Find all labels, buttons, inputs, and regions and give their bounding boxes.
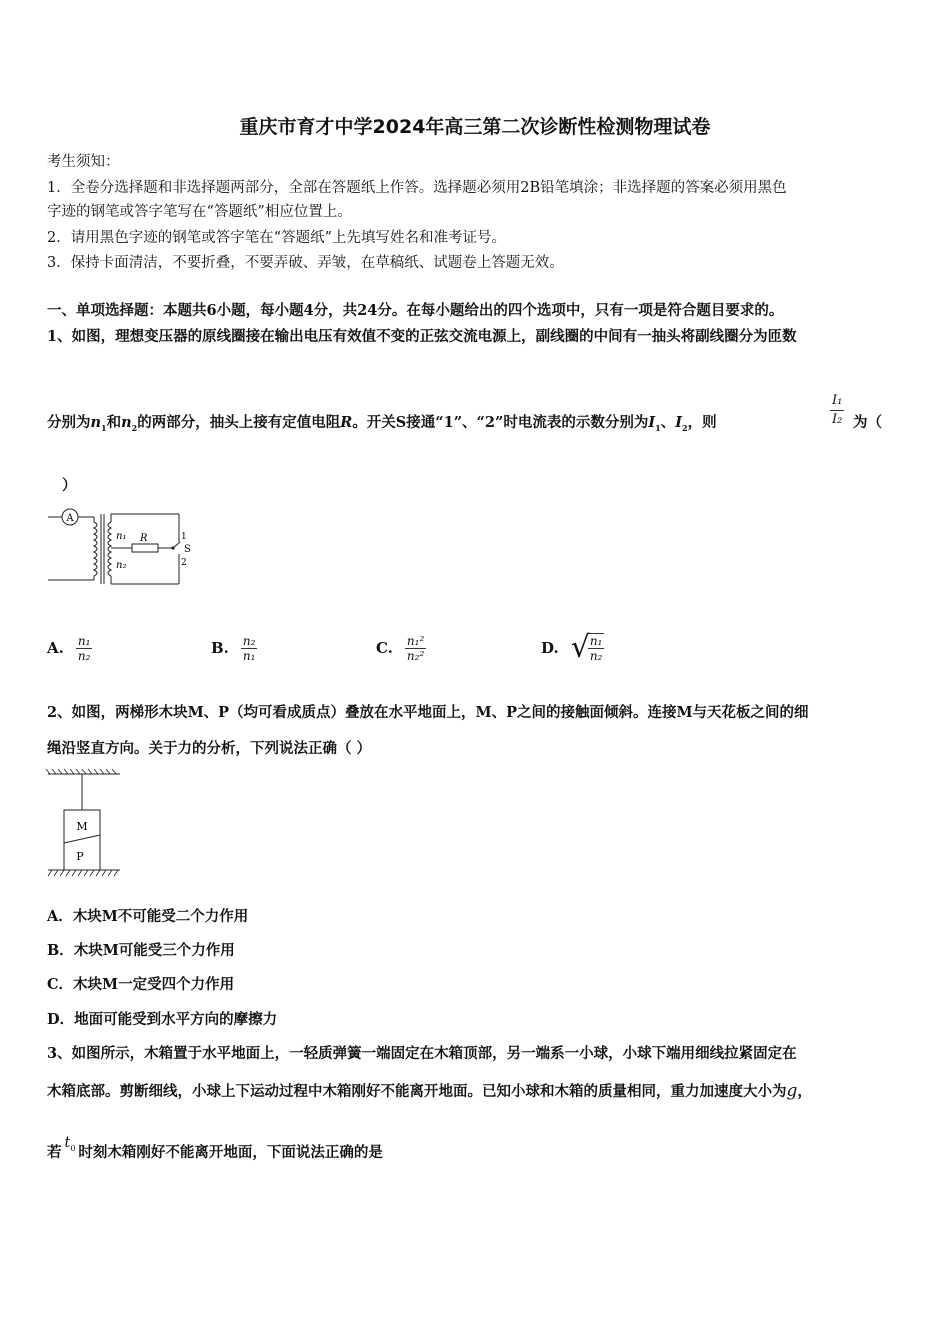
q1-stem-line1: 1、如图，理想变压器的原线圈接在输出电压有效值不变的正弦交流电源上，副线圈的中间有一抽头将副线圈分为匝数 (47, 328, 797, 345)
q1-text-c: 。开关S接通“1”、“2”时电流表的示数分别为 (352, 414, 649, 431)
q1-option-c-label: C. (376, 639, 393, 657)
q1-I1: I (648, 414, 656, 431)
q3-line3a: 若 (47, 1144, 62, 1161)
block-P-label: P (76, 850, 84, 863)
q3-stem-line3 (47, 1135, 383, 1169)
notice-item-2: 2．请用黑色字迹的钢笔或答字笔在“答题纸”上先填写姓名和准考证号。 (47, 230, 507, 246)
fig-pos1-label: 1 (181, 532, 187, 542)
q1-I1-sub: 1 (655, 422, 661, 433)
q2-blocks-figure (44, 768, 124, 880)
section-heading: 一、单项选择题：本题共6小题，每小题4分，共24分。在每小题给出的四个选项中，只有一项是符合题目要求的。 (47, 302, 784, 319)
fig-S-label: S (184, 544, 191, 555)
q1-ratio-num: I₁ (830, 392, 844, 411)
primary-coil-icon (94, 522, 97, 576)
q1-I2-sub: 2 (682, 422, 688, 433)
q2-option-b[interactable]: B．木块M可能受三个力作用 (47, 942, 235, 959)
fig-R-label: R (140, 533, 148, 544)
q1-option-c[interactable] (376, 623, 426, 673)
q1-option-d-den: n₂ (589, 649, 603, 663)
q1-n1-sub: 1 (101, 422, 107, 433)
q1-option-b-label: B. (211, 639, 229, 657)
q1-option-d-frac (588, 633, 605, 663)
q3-t0: t (64, 1135, 71, 1151)
q1-option-c-frac (405, 634, 426, 663)
q1-and: 和 (106, 414, 122, 431)
q1-n2-sub: 2 (131, 422, 138, 433)
notice-item-1-cont: 字迹的钢笔或答字笔写在“答题纸”相应位置上。 (47, 204, 352, 220)
secondary-coil-icon (108, 522, 111, 576)
q2-stem-line2: 绳沿竖直方向。关于力的分析，下列说法正确（ ） (47, 740, 372, 757)
sqrt-icon: √ (570, 630, 590, 665)
q1-text-b: 的两部分，抽头上接有定值电阻 (137, 414, 341, 431)
q2-stem-line1: 2、如图，两梯形木块M、P（均可看成质点）叠放在水平地面上，M、P之间的接触面倾斜。连接M与天花板之间的细 (47, 704, 809, 721)
q1-option-b[interactable] (211, 623, 257, 673)
q1-text-d: ，则 (687, 414, 717, 431)
fig-n1-label: n₁ (116, 531, 127, 542)
q3-line2-text: 木箱底部。剪断细线，小球上下运动过程中木箱刚好不能离开地面。已知小球和木箱的质量相同，重力加速度大小为 (47, 1083, 787, 1100)
q1-option-b-den: n₁ (242, 648, 256, 663)
q1-option-d-label: D. (541, 639, 559, 657)
q3-t0-sub: 0 (70, 1143, 76, 1153)
q3-stem-line1: 3、如图所示，木箱置于水平地面上，一轻质弹簧一端固定在木箱顶部，另一端系一小球，小球下端用细线拉紧固定在 (47, 1045, 797, 1062)
page-title: 重庆市育才中学2024年高三第二次诊断性检测物理试卷 (239, 116, 711, 138)
q1-option-a[interactable] (47, 623, 92, 673)
q1-ratio-den: I₂ (832, 412, 843, 427)
q1-n2: n (121, 414, 132, 431)
q1-option-a-frac (76, 634, 93, 663)
q1-option-b-num: n₂ (242, 633, 256, 648)
q1-option-a-den: n₂ (77, 648, 91, 663)
q1-option-d[interactable] (541, 623, 604, 673)
q3-line3b: 时刻木箱刚好不能离开地面，下面说法正确的是 (78, 1144, 383, 1161)
q1-sep: 、 (660, 414, 676, 431)
fig-pos2-label: 2 (181, 558, 187, 568)
q1-option-c-num: n₁² (406, 633, 425, 648)
q3-comma: ， (797, 1083, 812, 1100)
q2-option-d[interactable]: D．地面可能受到水平方向的摩擦力 (47, 1011, 278, 1028)
q2-option-a[interactable]: A．木块M不可能受二个力作用 (47, 908, 249, 925)
block-M-label: M (76, 820, 88, 833)
q1-I2: I (675, 414, 682, 431)
q1-R: R (340, 414, 353, 431)
ammeter-label: A (66, 513, 74, 524)
resistor-icon (132, 544, 158, 552)
q1-option-c-den: n₂² (406, 648, 425, 663)
q1-ratio-fraction (830, 392, 844, 429)
q2-option-c[interactable]: C．木块M一定受四个力作用 (47, 976, 235, 993)
notice-heading: 考生须知： (47, 154, 120, 170)
q1-close-paren: ） (62, 477, 77, 494)
q1-option-d-num: n₁ (589, 634, 603, 648)
q1-option-a-num: n₁ (77, 633, 91, 648)
q3-stem-line2 (47, 1081, 812, 1102)
q3-g: g (786, 1081, 798, 1101)
q1-transformer-figure (44, 502, 204, 588)
notice-item-1: 1．全卷分选择题和非选择题两部分，全部在答题纸上作答。选择题必须用2B铅笔填涂；非选择题的答案必须用黑色 (47, 180, 787, 196)
q1-n1: n (90, 414, 102, 431)
q1-text-e: 为（ (853, 414, 882, 431)
q1-stem-line2 (47, 413, 717, 438)
q1-option-a-label: A. (47, 639, 64, 657)
q1-text-a: 分别为 (47, 414, 91, 431)
notice-item-3: 3．保持卡面清洁，不要折叠，不要弄破、弄皱，在草稿纸、试题卷上答题无效。 (47, 255, 564, 271)
switch-icon (173, 542, 180, 548)
q1-option-b-frac (241, 634, 258, 663)
fig-n2-label: n₂ (116, 560, 127, 571)
